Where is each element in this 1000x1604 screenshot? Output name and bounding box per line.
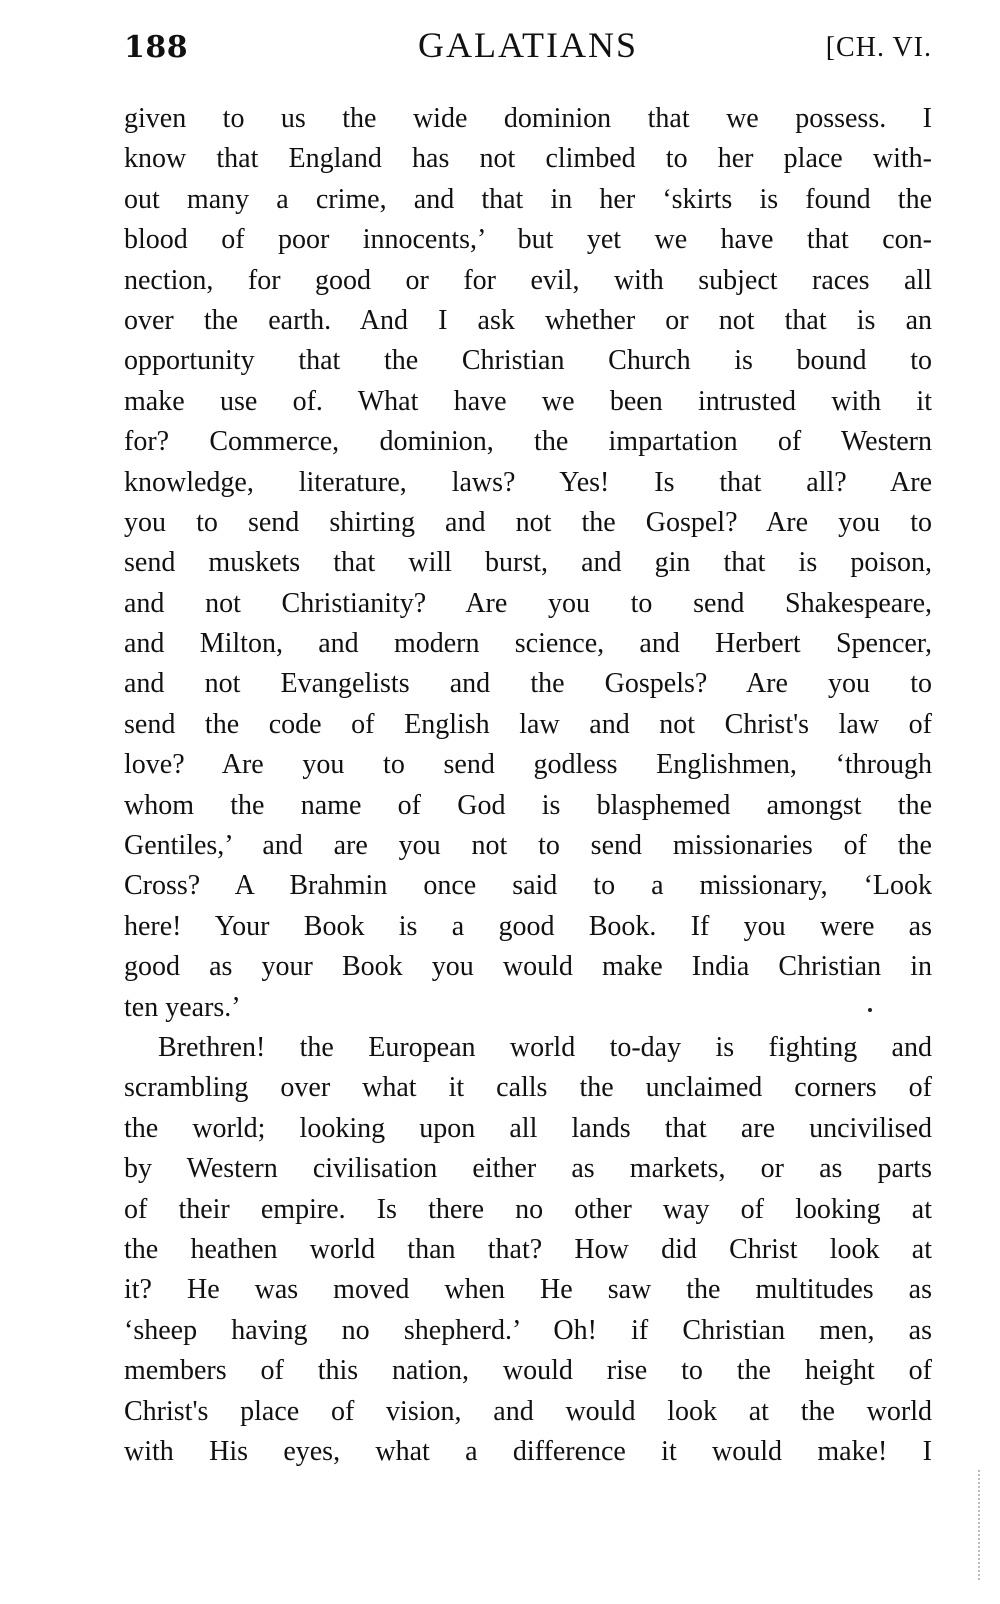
text-line: and not Christianity? Are you to send Shakespeare,	[124, 587, 932, 619]
text-line: send muskets that will burst, and gin that is poison,	[124, 547, 932, 579]
body-text	[124, 99, 932, 1472]
text-line: and not Evangelists and the Gospels? Are you to	[124, 668, 932, 700]
text-line: it? He was moved when He saw the multitudes as	[124, 1274, 932, 1306]
text-line: opportunity that the Christian Church is bound to	[124, 345, 932, 377]
text-line: scrambling over what it calls the unclaimed corners of	[124, 1072, 932, 1104]
page-header	[124, 24, 932, 74]
text-line: you to send shirting and not the Gospel? Are you to	[124, 506, 932, 538]
paragraph-end-line: ten years.’	[124, 991, 241, 1023]
text-line: for? Commerce, dominion, the impartation of Western	[124, 426, 932, 458]
running-title: GALATIANS	[418, 25, 638, 65]
page-number: 188	[124, 30, 189, 65]
text-line: and Milton, and modern science, and Herbert Spencer,	[124, 628, 932, 660]
text-line: over the earth. And I ask whether or not that is an	[124, 304, 932, 336]
text-line: know that England has not climbed to her place with-	[124, 143, 932, 175]
paragraph-start-line: Brethren! the European world to-day is fighting and	[158, 1031, 932, 1063]
text-line: out many a crime, and that in her ‘skirts is found the	[124, 183, 932, 215]
text-line: the heathen world than that? How did Christ look at	[124, 1233, 932, 1265]
text-line: Christ's place of vision, and would look at the world	[124, 1395, 932, 1427]
text-line: members of this nation, would rise to the height of	[124, 1355, 932, 1387]
scan-edge-mark	[978, 1470, 982, 1580]
text-line: given to us the wide dominion that we possess. I	[124, 103, 932, 134]
text-line: nection, for good or for evil, with subject races all	[124, 264, 932, 296]
text-line: whom the name of God is blasphemed amongst the	[124, 789, 932, 821]
text-line: Cross? A Brahmin once said to a missionary, ‘Look	[124, 870, 932, 902]
text-line: with His eyes, what a difference it would make! I	[124, 1435, 932, 1467]
text-line: the world; looking upon all lands that are uncivilised	[124, 1112, 932, 1144]
text-line: love? Are you to send godless Englishmen, ‘through	[124, 749, 932, 781]
text-line: send the code of English law and not Christ's law of	[124, 708, 932, 740]
text-line: ‘sheep having no shepherd.’ Oh! if Christian men, as	[124, 1314, 932, 1346]
text-line: make use of. What have we been intrusted with it	[124, 385, 932, 417]
text-line: knowledge, literature, laws? Yes! Is that all? Are	[124, 466, 932, 498]
text-line: of their empire. Is there no other way of looking at	[124, 1193, 932, 1225]
chapter-reference: [CH. VI.	[825, 32, 932, 63]
text-line: blood of poor innocents,’ but yet we have that con-	[124, 224, 932, 256]
print-speck	[868, 1008, 872, 1012]
text-line: here! Your Book is a good Book. If you were as	[124, 910, 932, 942]
text-line: Gentiles,’ and are you not to send missionaries of the	[124, 830, 932, 862]
text-line: good as your Book you would make India Christian in	[124, 951, 932, 983]
text-line: by Western civilisation either as markets, or as parts	[124, 1153, 932, 1185]
